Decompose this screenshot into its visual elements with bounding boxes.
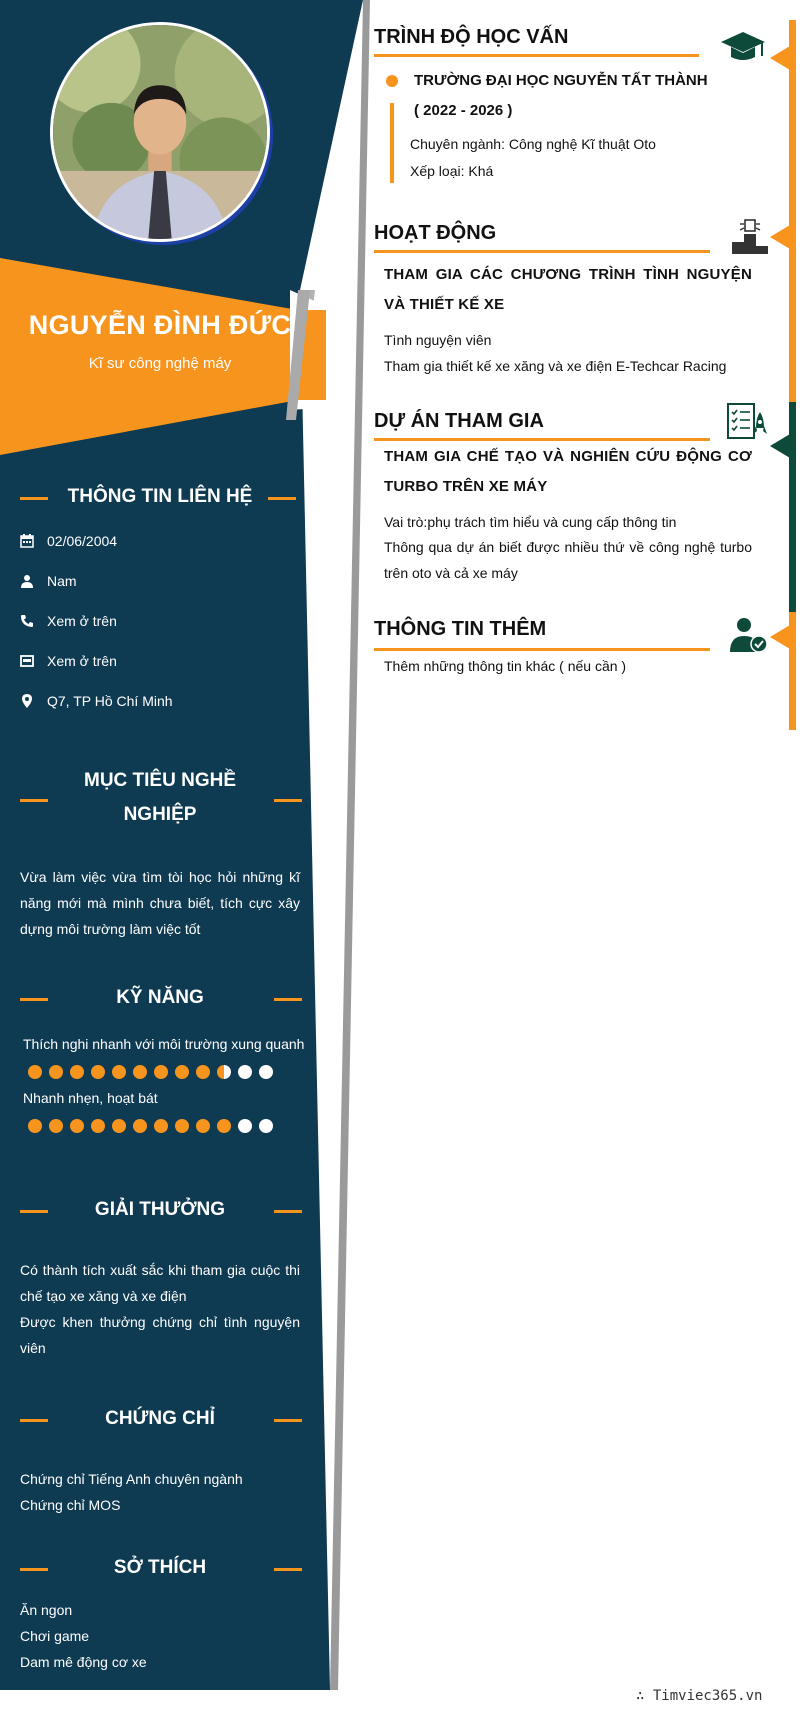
skill-dot: [175, 1065, 189, 1079]
timeline-bar-activities: [789, 210, 796, 402]
contact-item-address: [20, 690, 173, 712]
certificates-section-title: CHỨNG CHỈ: [105, 1408, 215, 1429]
section-underline: [374, 54, 699, 57]
school-name: TRƯỜNG ĐẠI HỌC NGUYỄN TẤT THÀNH: [414, 72, 708, 89]
skill-dot: [133, 1119, 147, 1133]
skill-dot: [91, 1065, 105, 1079]
contact-item-phone: [20, 610, 117, 632]
contact-text: Nam: [47, 573, 77, 589]
certificate-item: Chứng chỉ MOS: [20, 1497, 121, 1513]
skill-dot: [154, 1119, 168, 1133]
skill-dot: [112, 1065, 126, 1079]
extra-text: Thêm những thông tin khác ( nếu cần ): [384, 658, 627, 674]
activity-line: Tham gia thiết kế xe xăng và xe điện E-Techcar Racing: [384, 358, 727, 374]
contact-text: Q7, TP Hồ Chí Minh: [47, 693, 173, 709]
location-pin-icon: [20, 694, 47, 708]
sidebar: [0, 0, 330, 1711]
certificates-list: [20, 1466, 243, 1518]
hobbies-section-title: SỞ THÍCH: [113, 1557, 207, 1578]
calendar-icon: [20, 534, 47, 548]
title-dash: [274, 998, 302, 1001]
contact-text: Xem ở trên: [47, 653, 117, 669]
skill-dot: [238, 1119, 252, 1133]
candidate-name: NGUYỄN ĐÌNH ĐỨC: [28, 310, 292, 340]
education-section-title: TRÌNH ĐỘ HỌC VẤN: [374, 26, 569, 48]
award-item: Có thành tích xuất sắc khi tham gia cuộc thi chế tạo xe xăng và xe điện: [20, 1262, 300, 1304]
activities-section-title: HOẠT ĐỘNG: [374, 222, 497, 244]
skill-dot: [112, 1119, 126, 1133]
skill-label: Nhanh nhẹn, hoạt bát: [23, 1090, 158, 1106]
podium-icon: [730, 218, 770, 256]
sidebar-grey-stripe: [330, 0, 370, 1690]
title-dash: [274, 1419, 302, 1422]
title-dash: [274, 1210, 302, 1213]
watermark: ∴ Timviec365.vn: [636, 1688, 763, 1704]
education-years: ( 2022 - 2026 ): [414, 102, 513, 119]
skill-dot: [49, 1065, 63, 1079]
skill-dot: [196, 1119, 210, 1133]
skill-dot: [217, 1065, 231, 1079]
skill-dot: [28, 1065, 42, 1079]
timeline-bar-extra: [789, 612, 796, 730]
timeline-marker: [770, 46, 790, 70]
contact-section-title: THÔNG TIN LIÊN HỆ: [67, 486, 253, 507]
timeline-marker: [770, 625, 790, 649]
timeline-marker: [770, 434, 790, 458]
contact-item-email: [20, 650, 117, 672]
contact-item-birthday: [20, 530, 117, 552]
award-item: Được khen thưởng chứng chỉ tình nguyện viên: [20, 1314, 300, 1356]
skill-dot: [175, 1119, 189, 1133]
skill-dot: [196, 1065, 210, 1079]
skill-dot: [91, 1119, 105, 1133]
section-underline: [374, 250, 710, 253]
education-grade: Xếp loại: Khá: [410, 163, 494, 179]
skill-dot: [70, 1065, 84, 1079]
skill-rating: [28, 1119, 273, 1133]
verified-user-icon: [728, 616, 768, 654]
title-dash: [274, 1568, 302, 1571]
phone-icon: [20, 614, 47, 628]
skill-dot: [28, 1119, 42, 1133]
user-icon: [20, 574, 47, 588]
skill-dot: [259, 1065, 273, 1079]
section-underline: [374, 648, 710, 651]
timeline-marker: [770, 225, 790, 249]
objective-text: Vừa làm việc vừa tìm tòi học hỏi những kĩ năng mới mà mình chưa biết, tích cực xây dựng môi trường làm việc tốt: [20, 869, 300, 937]
graduation-cap-icon: [720, 30, 766, 64]
projects-section-title: DỰ ÁN THAM GIA: [374, 410, 544, 432]
timeline-bar-projects: [789, 402, 796, 612]
skill-dot: [49, 1119, 63, 1133]
objective-section-title: MỤC TIÊU NGHỀ NGHIỆP: [84, 770, 236, 825]
skill-dot: [154, 1065, 168, 1079]
skill-rating: [28, 1065, 273, 1079]
section-underline: [374, 438, 710, 441]
project-checklist-icon: [726, 402, 768, 442]
skill-dot: [238, 1065, 252, 1079]
awards-list: [20, 1257, 300, 1361]
hobby-item: Dam mê động cơ xe: [20, 1654, 147, 1670]
activity-line: Tình nguyện viên: [384, 332, 492, 348]
skill-dot: [133, 1065, 147, 1079]
timeline-dot: [386, 75, 398, 87]
contact-text: 02/06/2004: [47, 533, 118, 549]
hobbies-list: [20, 1597, 147, 1675]
extra-section-title: THÔNG TIN THÊM: [374, 618, 547, 640]
skill-label: Thích nghi nhanh với môi trường xung quanh: [23, 1036, 305, 1052]
education-major: Chuyên ngành: Công nghệ Kĩ thuật Oto: [410, 136, 656, 152]
hobby-item: Chơi game: [20, 1628, 90, 1644]
activity-heading: THAM GIA CÁC CHƯƠNG TRÌNH TÌNH NGUYỆN VÀ THIẾT KẾ XE: [384, 266, 752, 313]
title-dash: [274, 799, 302, 802]
timeline-line: [390, 103, 394, 183]
skill-dot: [70, 1119, 84, 1133]
email-icon: [20, 654, 47, 668]
skills-section-title: KỸ NĂNG: [116, 987, 204, 1008]
certificate-item: Chứng chỉ Tiếng Anh chuyên ngành: [20, 1471, 243, 1487]
project-detail: Thông qua dự án biết được nhiều thứ về công nghệ turbo trên oto và cả xe máy: [384, 539, 752, 581]
skill-dot: [217, 1119, 231, 1133]
avatar: [50, 22, 270, 242]
hobby-item: Ăn ngon: [20, 1602, 73, 1618]
title-dash: [268, 497, 296, 500]
awards-section-title: GIẢI THƯỞNG: [94, 1199, 226, 1220]
contact-text: Xem ở trên: [47, 613, 117, 629]
contact-item-gender: [20, 570, 77, 592]
profile-photo: [53, 25, 267, 239]
timeline-bar-education: [789, 20, 796, 210]
candidate-role: Kĩ sư công nghệ máy: [88, 355, 232, 372]
project-heading: THAM GIA CHẾ TẠO VÀ NGHIÊN CỨU ĐỘNG CƠ TURBO TRÊN XE MÁY: [384, 448, 752, 495]
project-role: Vai trò:phụ trách tìm hiểu và cung cấp thông tin: [384, 514, 677, 530]
skill-dot: [259, 1119, 273, 1133]
